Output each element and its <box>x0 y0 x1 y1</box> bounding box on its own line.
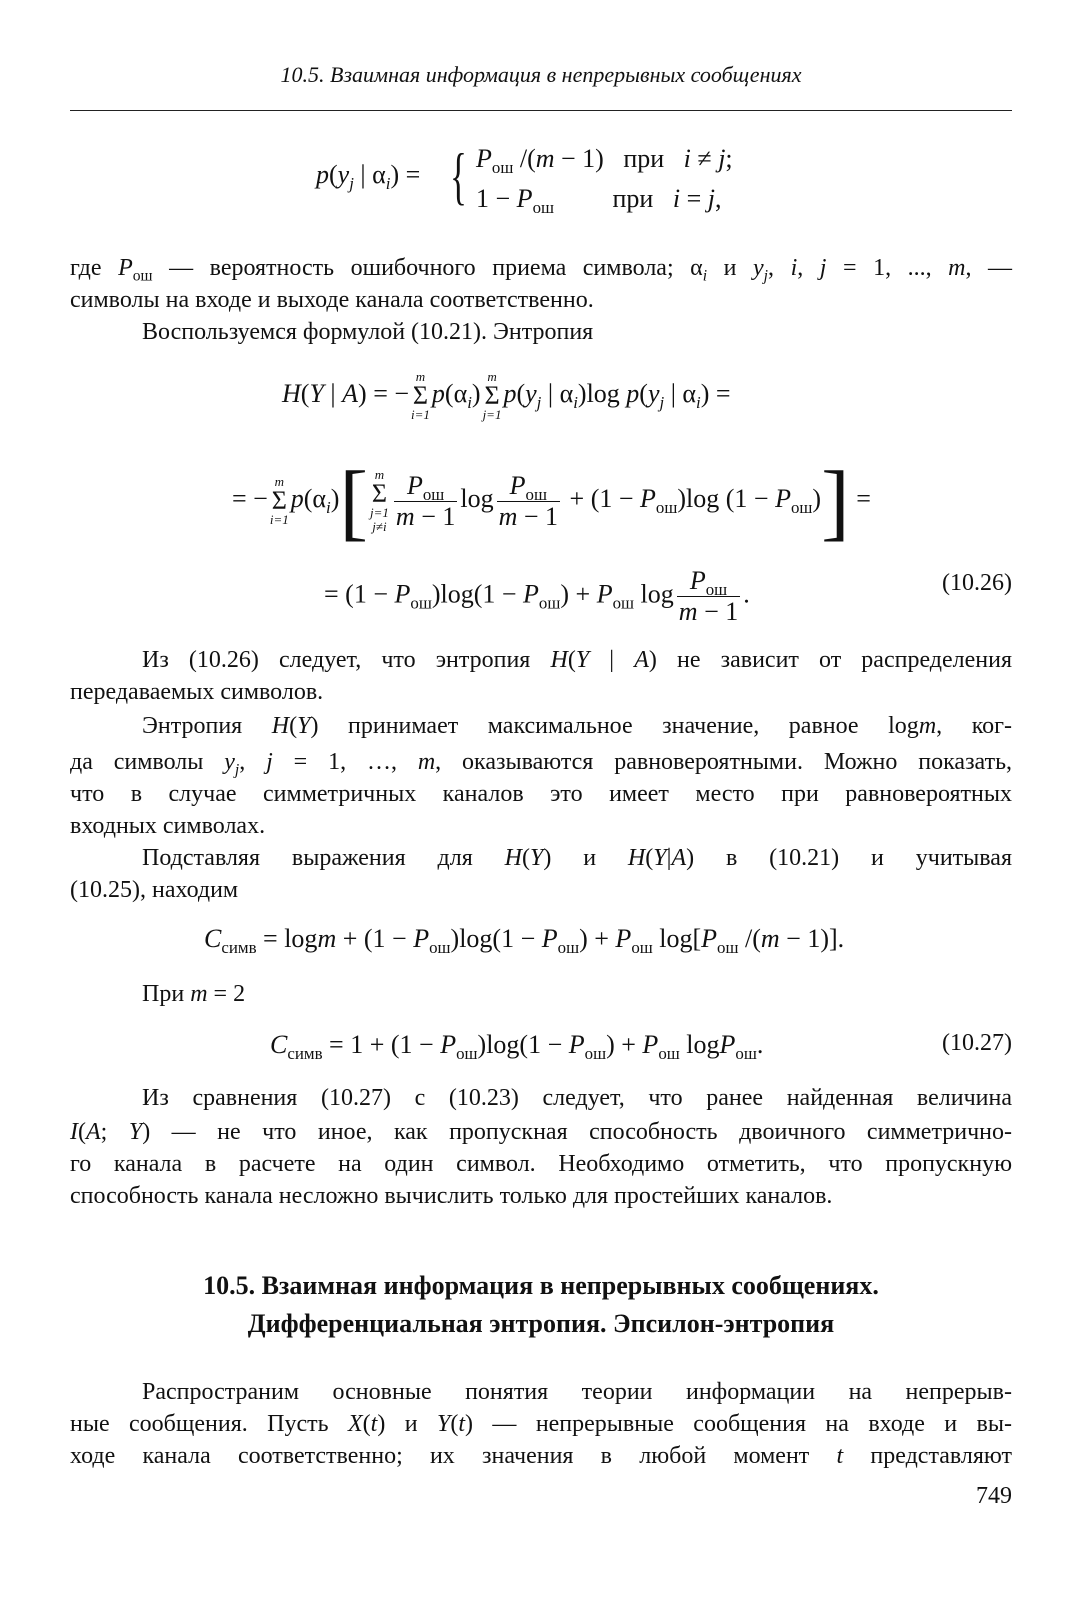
paragraph-line: способность канала несложно вычислить только для простейших каналов. <box>70 1183 833 1209</box>
section-heading-line2: Дифференциальная энтропия. Эпсилон-энтропия <box>247 1309 835 1338</box>
paragraph-line: передаваемых символов. <box>70 679 324 705</box>
paragraph-line: что в случае симметричных каналов это имеет место при равновероятных <box>70 781 1012 807</box>
equation-number: (10.26) <box>942 570 1012 596</box>
header-rule <box>70 110 1012 111</box>
paragraph-line: Энтропия H(Y) принимает максимальное значение, равное logm, ког- <box>142 713 1012 739</box>
paragraph-line: Из сравнения (10.27) с (10.23) следует, что ранее найденная величина <box>142 1085 1012 1111</box>
paragraph-line: где $P_{ош}$ — вероятность ошибочного приема символа; $\alpha_i$ и $y_j$, i, j = 1, ..., m, — <box>70 255 1013 285</box>
equation-10-26-line2: = − m Σ i=1 $p(\alpha_i)$[ m Σ j=1 j≠i $\frac{P_{ош}}{m - 1}$ log $\frac{P_{ош}}{m - 1}$ + $(1 - P_{ош})\log$ $(1 - P_{ош})$] = <box>232 453 871 549</box>
capacity-formula: $C_{симв} = \log m + (1 - P_{ош})\log(1 - P_{ош}) + P_{ош}$ $\log[P_{ош}$ /(m − 1)]. <box>204 924 845 957</box>
paragraph-line: Из (10.26) следует, что энтропия H(Y | A) не зависит от распределения <box>142 647 1013 673</box>
paragraph-line: I(A; Y) — не что иное, как пропускная способность двоичного симметрично- <box>70 1119 1012 1145</box>
cases-formula: $p(y_j$ | $\alpha_i$) = { $P_{ош}$ /(m − 1) при i ≠ j; $1 - P_{ош}$ при i = j, <box>316 140 733 217</box>
page-number: 749 <box>976 1483 1012 1509</box>
paragraph-line: Подставляя выражения для H(Y) и H(Y|A) в (10.21) и учитывая <box>142 845 1012 871</box>
paragraph-line: символы на входе и выходе канала соответственно. <box>70 287 594 313</box>
equation-10-26-line1: H(Y | A) = − m Σ i=1 $p(\alpha_i)$ m Σ j=1 $p(y_j$ | $\alpha_i)\log$ $p(y_j$ | $\alpha_i$) = <box>282 369 731 422</box>
equation-number: (10.27) <box>942 1030 1012 1056</box>
paragraph-line: При m = 2 <box>142 981 246 1007</box>
paragraph-line: ные сообщения. Пусть X(t) и Y(t) — непрерывные сообщения на входе и вы- <box>70 1411 1013 1437</box>
equation-10-26-line3: = $(1 - P_{ош})\log(1 - P_{ош}) + P_{ош}$ log $\frac{P_{ош}}{m - 1}$ . <box>324 566 750 626</box>
running-header: 10.5. Взаимная информация в непрерывных сообщениях <box>280 62 802 87</box>
paragraph-line: ходе канала соответственно; их значения в любой момент t представляют <box>70 1443 1013 1469</box>
equation-10-27: $C_{симв} = 1 + (1 - P_{ош})\log(1 - P_{ош}) + P_{ош}$ logP$_{ош}$. <box>270 1030 764 1063</box>
paragraph-line: входных символах. <box>70 813 266 839</box>
paragraph-line: Воспользуемся формулой (10.21). Энтропия <box>142 319 594 345</box>
paragraph-line: да символы $y_j$, j = 1, …, m, оказываются равновероятными. Можно показать, <box>70 749 1013 779</box>
paragraph-line: го канала в расчете на один символ. Необходимо отметить, что пропускную <box>70 1151 1012 1177</box>
paragraph-line: (10.25), находим <box>70 877 239 903</box>
paragraph-line: Распространим основные понятия теории информации на непрерыв- <box>142 1379 1012 1405</box>
section-heading-line1: 10.5. Взаимная информация в непрерывных сообщениях. <box>203 1271 879 1300</box>
